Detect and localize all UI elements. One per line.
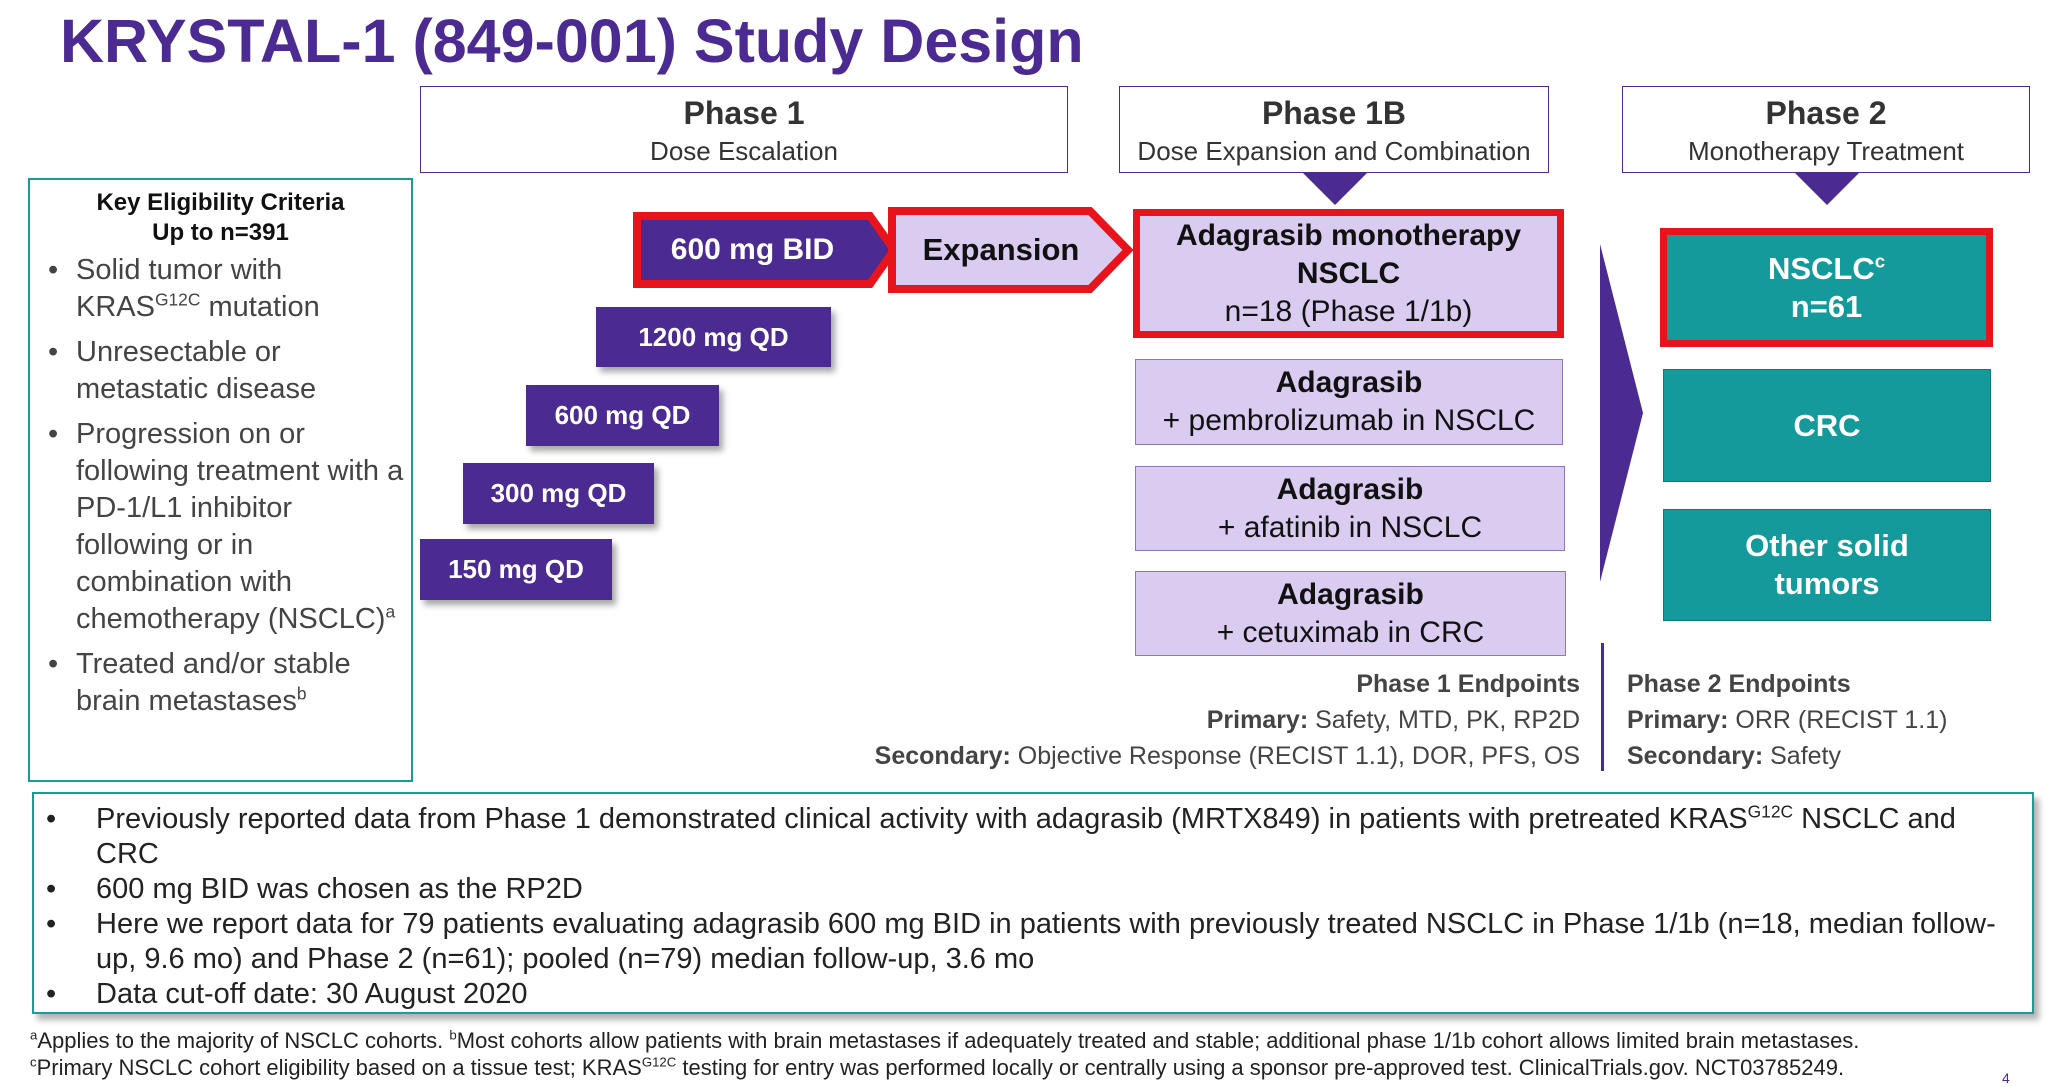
phase-2-subtitle: Monotherapy Treatment [1687,136,1965,166]
phase-1-primary [640,702,1580,738]
summary-b1-text: Previously reported data from Phase 1 demonstrated clinical activity with adagrasib (MRTX849) in patients with pretreated KRAS [96,803,1748,835]
phase-1-name: Phase 1 [683,95,805,131]
arm-subtitle: + pembrolizumab in NSCLC [1162,404,1536,437]
phase-2-header [1622,86,2030,173]
eligibility-heading [30,188,411,248]
bullet-icon: • [48,648,59,680]
bullet-icon: • [46,908,57,940]
cohort-nsclc-label [1768,250,1885,288]
footnote-b-mark: b [449,1027,457,1043]
footnote-ab [30,1028,1859,1054]
footnote-a-mark: a [30,1027,38,1043]
cohort-nsclc [1660,228,1993,347]
footnote-c-tail: testing for entry was performed locally or centrally using a sponsor pre-approved test. ClinicalTrials.gov. NCT03785249. [676,1055,1845,1080]
summary-b1-tail: NSCLC and CRC [96,803,1956,870]
dose-1200-qd-box: 1200 mg QD [596,307,831,367]
phase-1-endpoints-heading: Phase 1 Endpoints [1356,670,1580,698]
arm-title: Adagrasib [1275,366,1423,399]
phase-1b-name: Phase 1B [1261,95,1407,131]
arm-adagrasib-afatinib [1135,466,1565,551]
phase-1-subtitle: Dose Escalation [650,136,838,166]
list-item [48,334,411,408]
list-item [34,977,2032,1012]
cohort-nsclc-sup: c [1874,250,1886,272]
phase-1-primary-value: Safety, MTD, PK, RP2D [1308,706,1580,734]
dose-600-bid-label: 600 mg BID [670,233,835,266]
dose-300-qd-box: 300 mg QD [463,463,654,524]
bullet-icon: • [46,873,57,905]
arm-subtitle: + afatinib in NSCLC [1217,510,1483,544]
expansion-label: Expansion [922,232,1080,267]
footnote-c [30,1055,1844,1081]
list-item [48,646,411,720]
page-number: 4 [2002,1070,2010,1086]
endpoints-divider [1601,643,1604,771]
bullet-icon: • [48,336,59,368]
phase-1-secondary [640,738,1580,774]
footnote-c-sup: G12C [641,1054,677,1070]
cohort-other-line1: Other solid [1745,528,1909,563]
summary-b4-text: Data cut-off date: 30 August 2020 [96,978,528,1010]
eligibility-heading-line1: Key Eligibility Criteria [96,189,345,216]
summary-box [32,792,2034,1014]
eligibility-item-text: Unresectable or metastatic disease [76,336,317,405]
phase-1b-header [1119,86,1549,173]
page-title: KRYSTAL-1 (849-001) Study Design [60,7,1084,75]
phase-1-secondary-label: Secondary: [874,742,1011,770]
summary-b3-text: Here we report data for 79 patients evaluating adagrasib 600 mg BID in patients with previously treated NSCLC in Phase 1/1b (n=18, median follow-up, 9.6 mo) and Phase 2 (n=61); pooled (n=79) median follow-up, 3.6 mo [96,908,1996,975]
phase-2-primary-value: ORR (RECIST 1.1) [1728,706,1948,734]
eligibility-item-sup: G12C [154,289,201,310]
arm-adagrasib-cetuximab [1135,571,1566,656]
summary-list [34,802,2032,1012]
phase-1-primary-label: Primary: [1206,706,1309,734]
arm-title: Adagrasib [1277,577,1424,611]
chevron-right-icon [1598,244,1646,582]
arm-adagrasib-pembrolizumab [1135,359,1563,445]
cohort-nsclc-name: NSCLC [1767,250,1875,286]
bullet-icon: • [48,254,59,286]
eligibility-criteria-box [28,178,413,782]
summary-b1-sup: G12C [1747,801,1794,822]
footnote-c-text: Primary NSCLC cohort eligibility based on a tissue test; KRAS [36,1055,642,1080]
arm-subtitle: NSCLC [1296,256,1401,290]
phase-2-name: Phase 2 [1765,95,1887,131]
phase-2-secondary-value: Safety [1763,742,1841,770]
phase-1-header [420,86,1068,173]
dose-150-qd-box: 150 mg QD [420,539,612,600]
phase-1-endpoints [640,666,1580,774]
phase-1b-subtitle: Dose Expansion and Combination [1137,136,1531,166]
arm-subtitle: + cetuximab in CRC [1216,615,1485,649]
phase-2-secondary-label: Secondary: [1627,742,1764,770]
cohort-nsclc-n: n=61 [1790,288,1863,324]
arm-adagrasib-monotherapy [1133,209,1564,338]
cohort-crc [1663,369,1991,482]
list-item [34,907,2032,977]
list-item [48,252,411,326]
eligibility-item-sup: b [296,683,307,704]
phase-2-primary [1627,702,2027,738]
cohort-other-solid-tumors [1663,509,1991,621]
cohort-crc-label: CRC [1793,407,1861,443]
summary-b2-text: 600 mg BID was chosen as the RP2D [96,873,583,905]
eligibility-item-sup: a [385,601,396,622]
phase-2-secondary [1627,738,2027,774]
list-item [48,416,411,638]
phase-1-secondary-value: Objective Response (RECIST 1.1), DOR, PFS, OS [1010,742,1580,770]
eligibility-item-text: Treated and/or stable brain metastases [76,648,351,717]
cohort-other-line2: tumors [1774,566,1880,601]
eligibility-item-text: Progression on or following treatment with a PD-1/L1 inhibitor following or in combination with chemotherapy (NSCLC) [76,418,404,635]
eligibility-heading-line2: Up to n=391 [152,219,289,246]
arm-title: Adagrasib monotherapy [1175,218,1522,252]
eligibility-item-text: Solid tumor with KRAS [76,254,283,323]
footnote-a-text: Applies to the majority of NSCLC cohorts. [37,1028,450,1053]
phase-2-primary-label: Primary: [1627,706,1729,734]
list-item [34,802,2032,872]
phase-2-endpoints [1627,666,2027,774]
eligibility-item-tail: mutation [200,291,320,323]
eligibility-list [30,252,411,720]
list-item [34,872,2032,907]
footnote-b-text: Most cohorts allow patients with brain metastases if adequately treated and stable; additional phase 1/1b cohort allows limited brain metastases. [456,1028,1860,1053]
bullet-icon: • [48,418,59,450]
bullet-icon: • [46,978,57,1010]
bullet-icon: • [46,803,57,835]
phase-2-down-arrow-icon [1795,173,1859,205]
arm-title: Adagrasib [1276,472,1424,506]
phase-2-endpoints-heading: Phase 2 Endpoints [1627,670,1851,698]
phase-1b-down-arrow-icon [1303,173,1367,205]
arm-n: n=18 (Phase 1/1b) [1224,294,1473,328]
footnote-c-mark: c [30,1054,37,1070]
dose-600-qd-box: 600 mg QD [526,385,719,446]
